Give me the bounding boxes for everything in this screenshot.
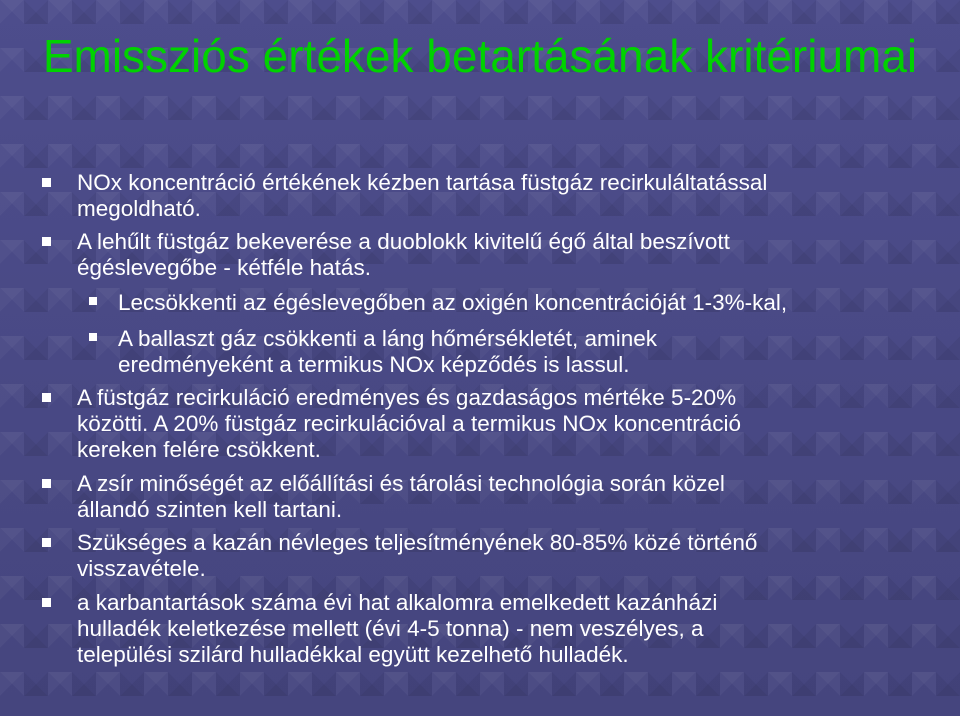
bullet-item	[77, 471, 725, 523]
sub-bullet-item	[118, 290, 787, 316]
bullet-line: visszavétele.	[77, 556, 206, 581]
sub-bullet-item	[118, 326, 657, 378]
bullet-square-icon	[42, 393, 51, 402]
bullet-square-icon	[42, 538, 51, 547]
bullet-line: NOx koncentráció értékének kézben tartása füstgáz recirkuláltatással	[77, 170, 768, 195]
slide-title: Emissziós értékek betartásának kritériumai	[42, 30, 918, 82]
bullet-line: A lehűlt füstgáz bekeverése a duoblokk kivitelű égő által beszívott	[77, 229, 730, 254]
bullet-line: kereken felére csökkent.	[77, 437, 321, 462]
bullet-square-icon	[42, 237, 51, 246]
bullet-item	[77, 170, 767, 222]
bullet-square-icon	[42, 178, 51, 187]
bullet-line: A füstgáz recirkuláció eredményes és gazdaságos mértéke 5-20%	[77, 385, 737, 410]
bullet-line: megoldható.	[77, 196, 201, 221]
bullet-line: Lecsökkenti az égéslevegőben az oxigén koncentrációját 1-3%-kal,	[118, 290, 788, 315]
bullet-square-icon	[42, 479, 51, 488]
bullet-line: eredményeként a termikus NOx képződés is lassul.	[118, 352, 630, 377]
bullet-line: Szükséges a kazán névleges teljesítményének 80-85% közé történő	[77, 530, 758, 555]
bullet-line: közötti. A 20% füstgáz recirkulációval a termikus NOx koncentráció	[77, 411, 742, 436]
bullet-item	[77, 590, 717, 668]
bullet-line: hulladék keletkezése mellett (évi 4-5 tonna) - nem veszélyes, a	[77, 616, 704, 641]
bullet-line: égéslevegőbe - kétféle hatás.	[77, 255, 371, 280]
bullet-item	[77, 229, 730, 281]
sub-bullet-square-icon	[89, 333, 97, 341]
bullet-line: állandó szinten kell tartani.	[77, 497, 343, 522]
bullet-line: a karbantartások száma évi hat alkalomra emelkedett kazánházi	[77, 590, 718, 615]
bullet-line: A zsír minőségét az előállítási és tárolási technológia során közel	[77, 471, 725, 496]
bullet-line: A ballaszt gáz csökkenti a láng hőmérsékletét, aminek	[118, 326, 658, 351]
bullet-line: települési szilárd hulladékkal együtt kezelhető hulladék.	[77, 642, 629, 667]
bullet-item	[77, 385, 741, 463]
sub-bullet-square-icon	[89, 297, 97, 305]
bullet-square-icon	[42, 598, 51, 607]
bullet-item	[77, 530, 757, 582]
